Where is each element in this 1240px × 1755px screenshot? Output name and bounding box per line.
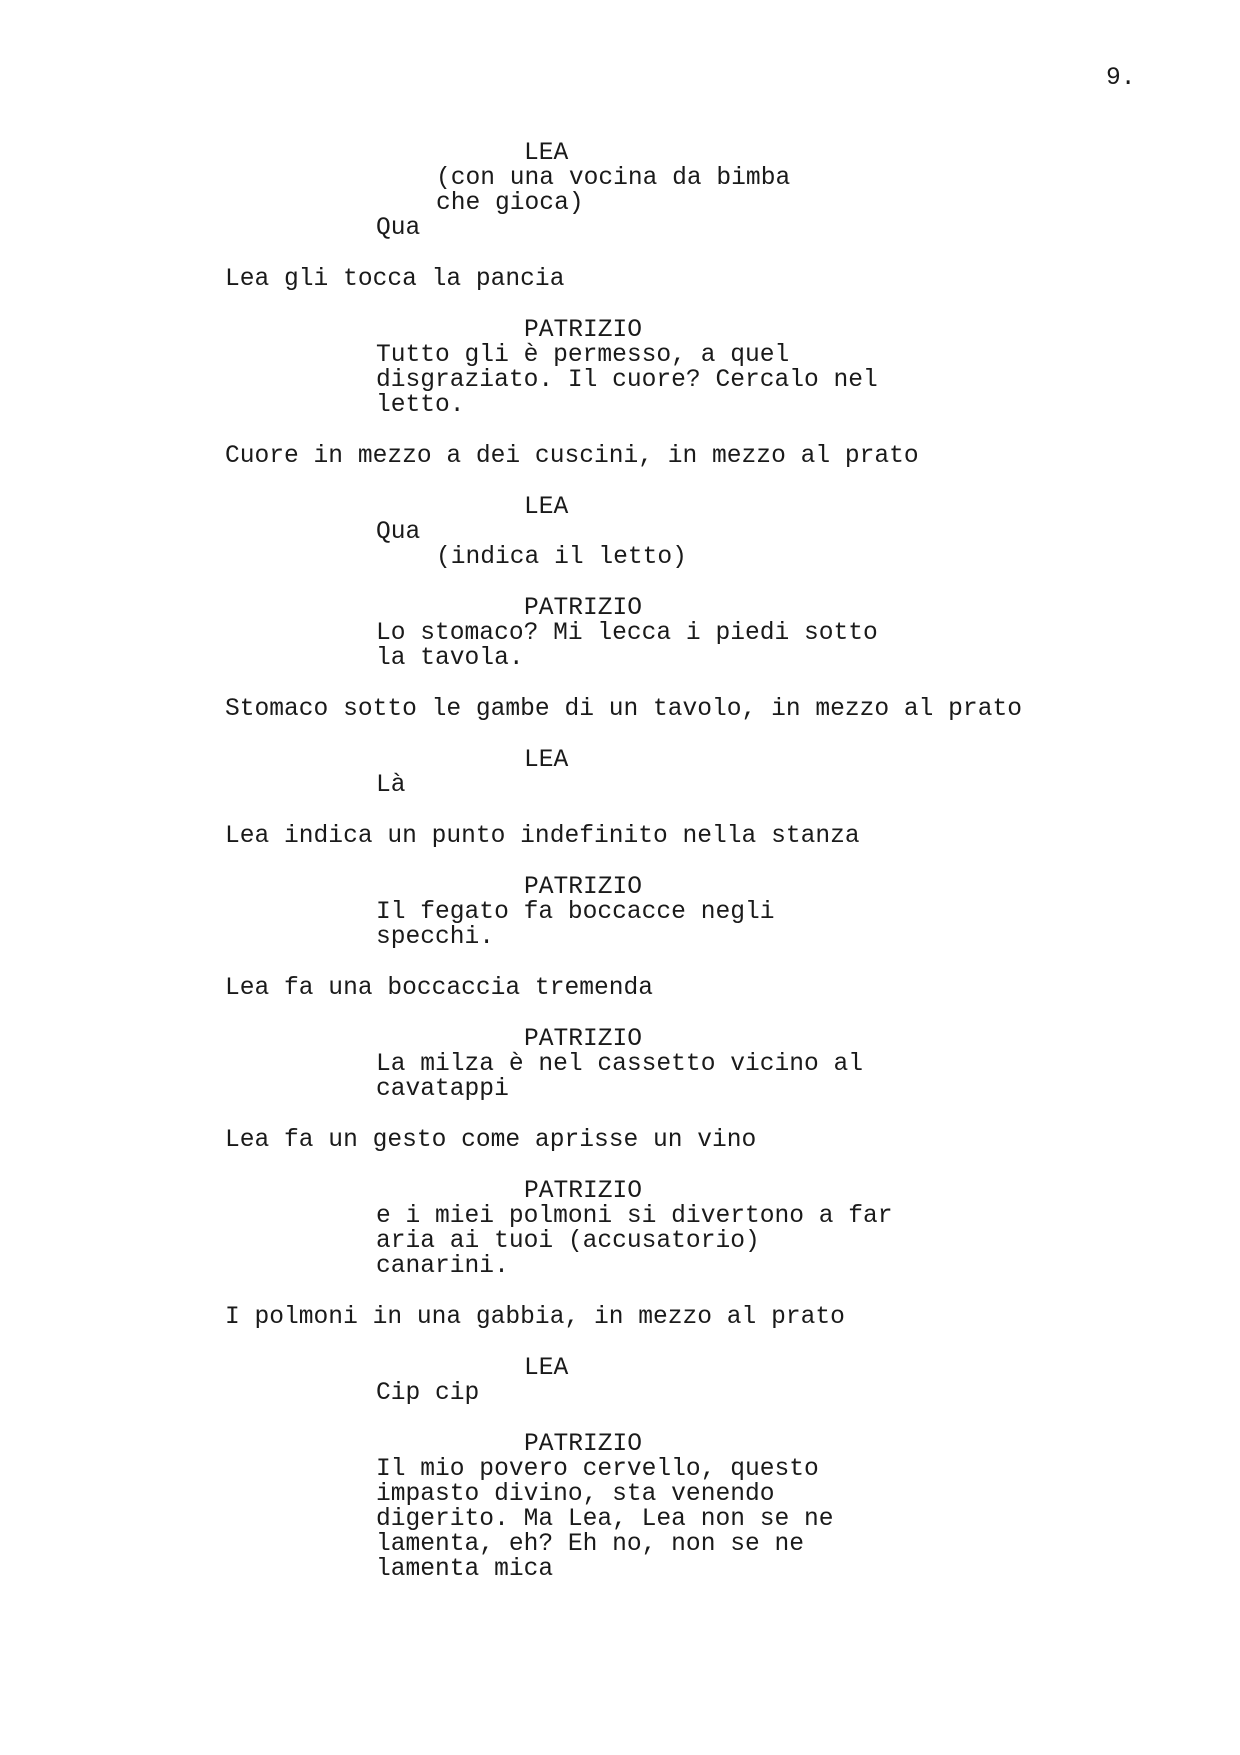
page-number: 9. — [1106, 65, 1136, 92]
action-line: Lea fa un gesto come aprisse un vino — [225, 1127, 757, 1154]
character-cue: PATRIZIO — [524, 317, 643, 344]
dialogue-line: Il fegato fa boccacce negli — [376, 899, 775, 926]
dialogue-line: disgraziato. Il cuore? Cercalo nel — [376, 367, 878, 394]
dialogue-line: aria ai tuoi (accusatorio) — [376, 1228, 760, 1255]
character-cue: PATRIZIO — [524, 1431, 643, 1458]
action-line: Stomaco sotto le gambe di un tavolo, in mezzo al prato — [225, 696, 1022, 723]
parenthetical: (con una vocina da bimba — [436, 165, 791, 192]
character-cue: LEA — [524, 140, 569, 167]
dialogue-line: Qua — [376, 215, 421, 242]
dialogue-line: canarini. — [376, 1253, 509, 1280]
action-line: Lea gli tocca la pancia — [225, 266, 565, 293]
action-line: I polmoni in una gabbia, in mezzo al prato — [225, 1304, 845, 1331]
character-cue: LEA — [524, 1355, 569, 1382]
dialogue-line: Là — [376, 772, 406, 799]
parenthetical: che gioca) — [436, 190, 584, 217]
action-line: Lea indica un punto indefinito nella stanza — [225, 823, 860, 850]
action-line: Cuore in mezzo a dei cuscini, in mezzo al prato — [225, 443, 919, 470]
character-cue: PATRIZIO — [524, 595, 643, 622]
dialogue-line: la tavola. — [376, 645, 524, 672]
dialogue-line: Cip cip — [376, 1380, 480, 1407]
dialogue-line: lamenta, eh? Eh no, non se ne — [376, 1531, 805, 1558]
dialogue-line: letto. — [376, 392, 465, 419]
dialogue-line: La milza è nel cassetto vicino al — [376, 1051, 864, 1078]
dialogue-line: specchi. — [376, 924, 495, 951]
character-cue: LEA — [524, 747, 569, 774]
character-cue: PATRIZIO — [524, 1178, 643, 1205]
action-line: Lea fa una boccaccia tremenda — [225, 975, 654, 1002]
parenthetical: (indica il letto) — [436, 544, 687, 571]
character-cue: PATRIZIO — [524, 1026, 643, 1053]
dialogue-line: lamenta mica — [376, 1556, 554, 1583]
dialogue-line: e i miei polmoni si divertono a far — [376, 1203, 893, 1230]
dialogue-line: Qua — [376, 519, 421, 546]
character-cue: PATRIZIO — [524, 874, 643, 901]
character-cue: LEA — [524, 494, 569, 521]
dialogue-line: impasto divino, sta venendo — [376, 1481, 775, 1508]
dialogue-line: Tutto gli è permesso, a quel — [376, 342, 790, 369]
dialogue-line: Il mio povero cervello, questo — [376, 1456, 819, 1483]
dialogue-line: Lo stomaco? Mi lecca i piedi sotto — [376, 620, 878, 647]
dialogue-line: digerito. Ma Lea, Lea non se ne — [376, 1506, 834, 1533]
dialogue-line: cavatappi — [376, 1076, 509, 1103]
